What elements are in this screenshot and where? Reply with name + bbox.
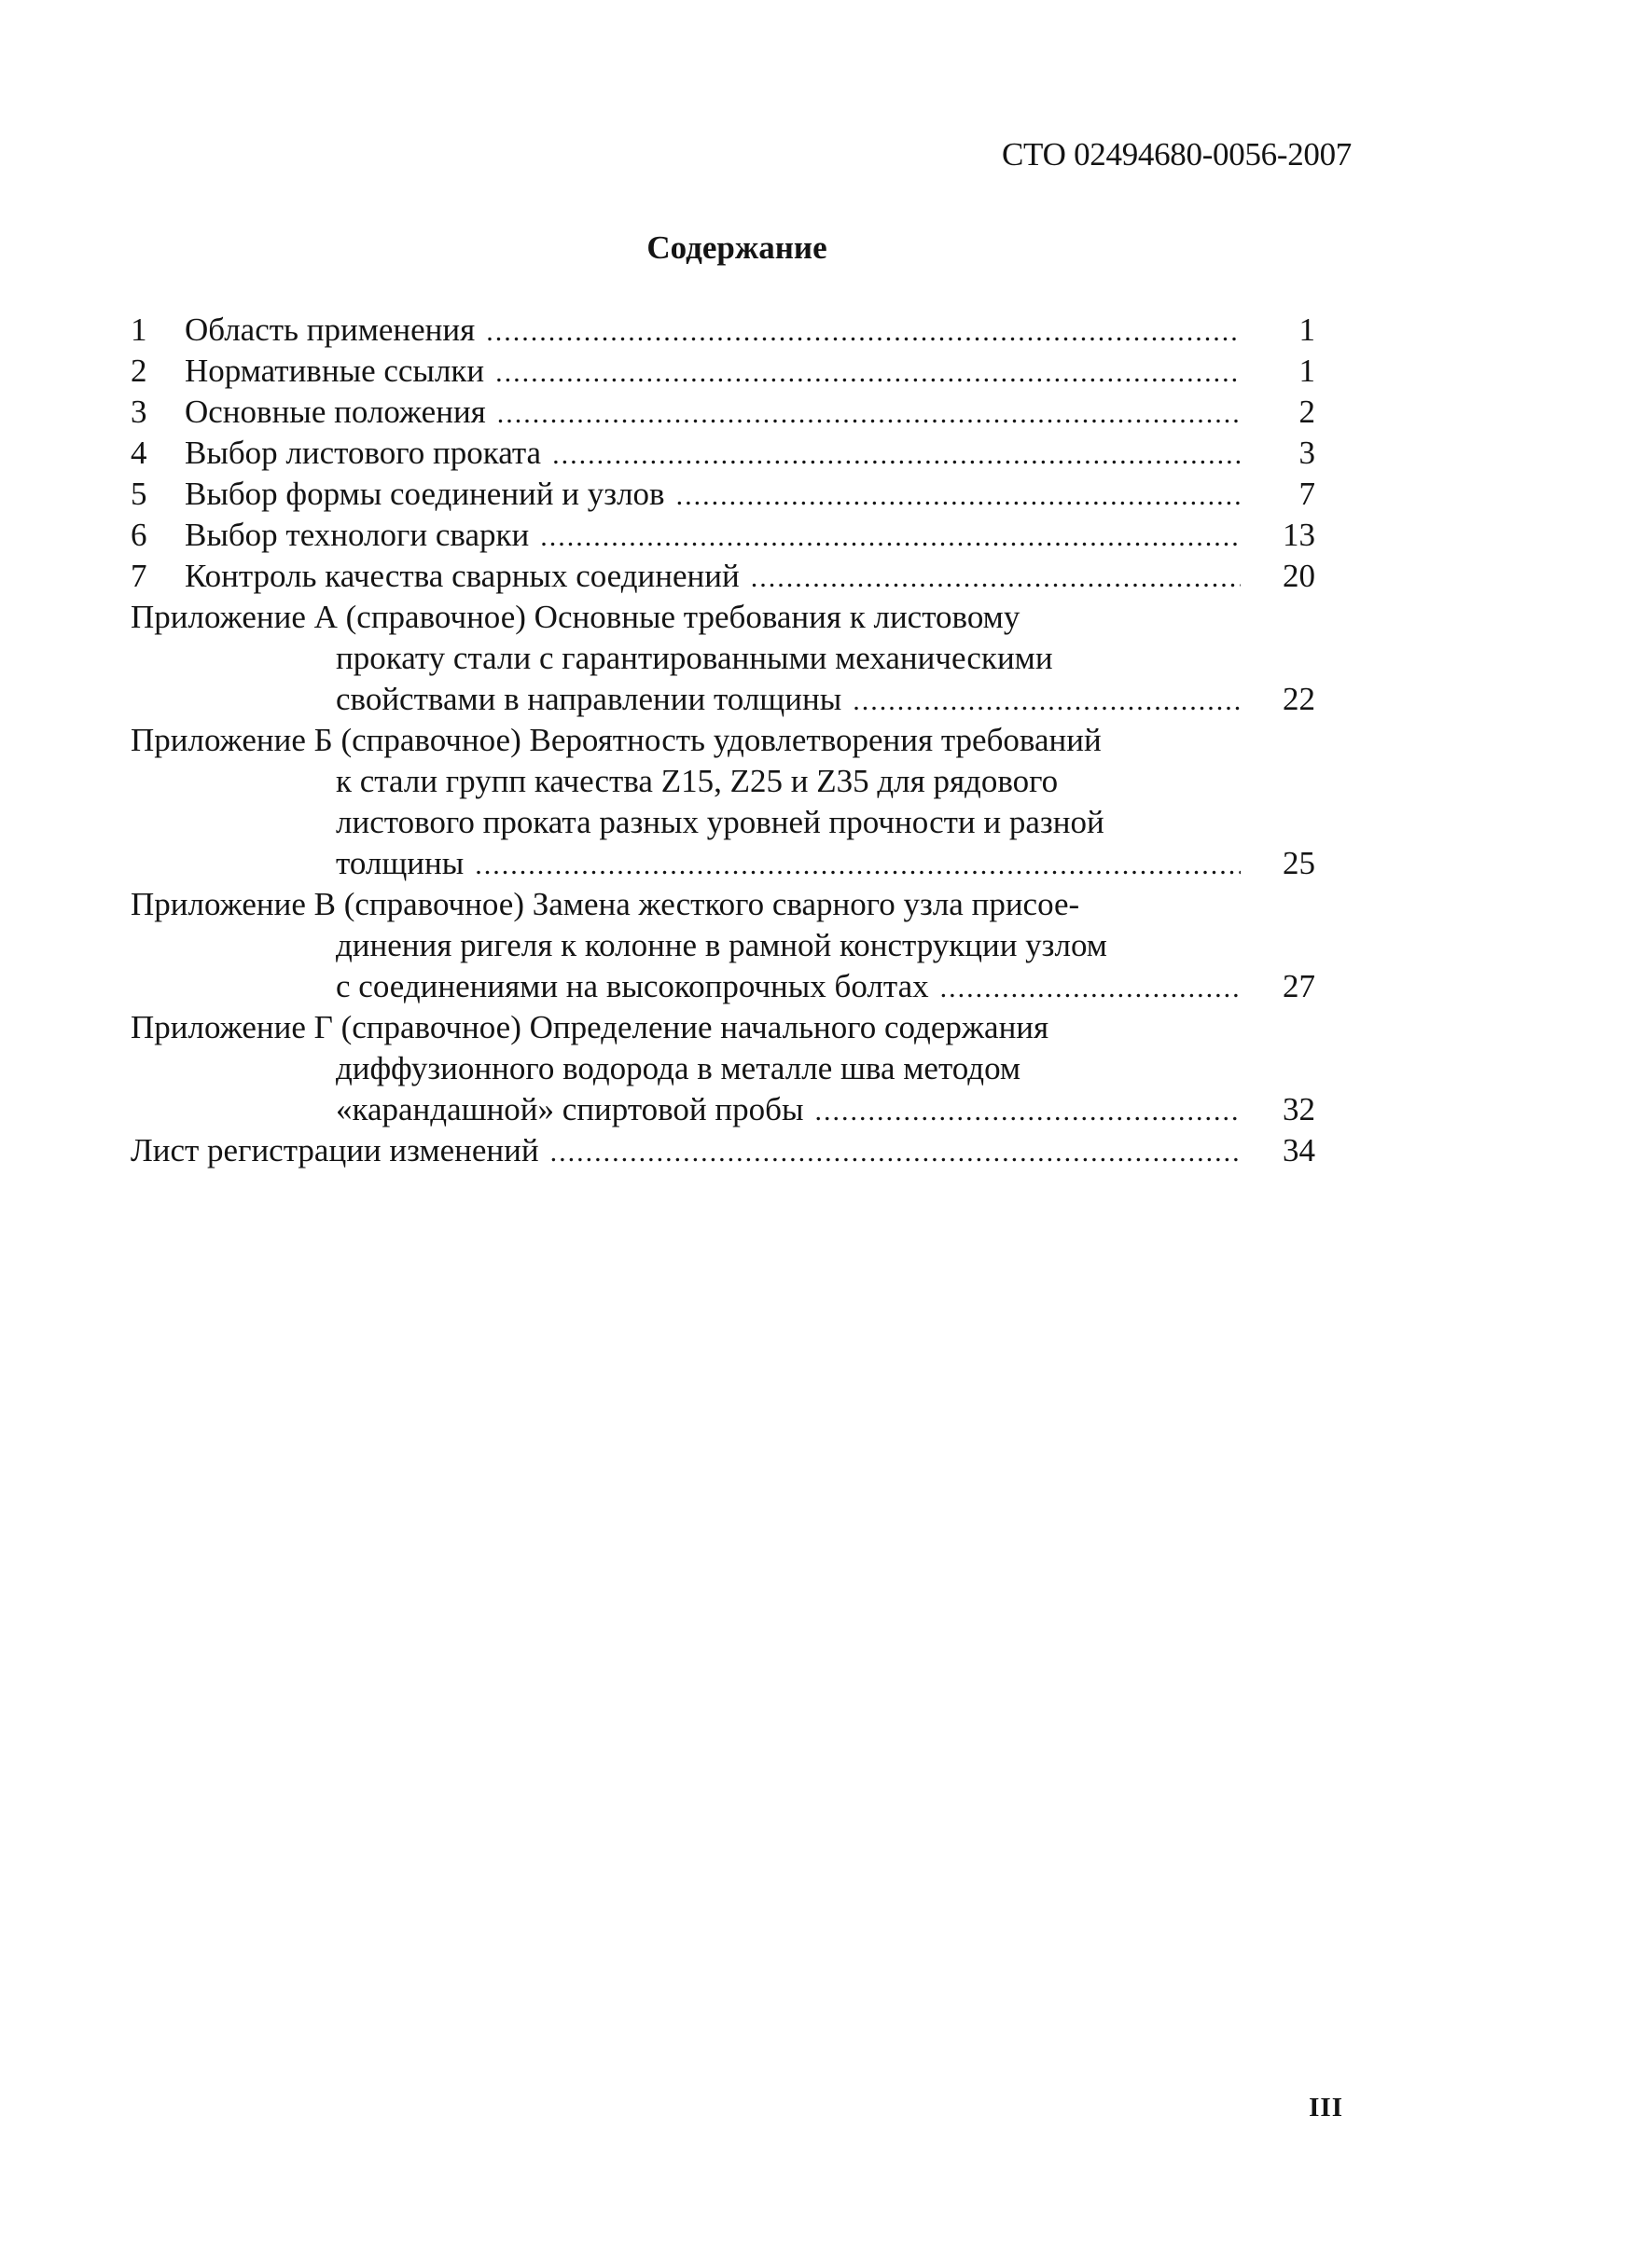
- appendix-last-line: [131, 1089, 1315, 1130]
- toc-entry-section-5[interactable]: [131, 474, 1315, 515]
- toc-entry-page: 2: [1298, 394, 1315, 430]
- toc-entry-title: Основные положения: [185, 394, 486, 430]
- toc-entry-section-3[interactable]: [131, 392, 1315, 433]
- toc-entry-page: 27: [1283, 968, 1315, 1004]
- dot-leader: [751, 558, 1241, 599]
- dot-leader: [853, 681, 1241, 722]
- dot-leader: [814, 1091, 1241, 1132]
- toc-entry-title: Выбор формы соединений и узлов: [185, 476, 665, 512]
- dot-leader: [540, 517, 1241, 558]
- toc-entry-changes-log[interactable]: [131, 1130, 1315, 1171]
- document-header-code: СТО 02494680-0056-2007: [1002, 136, 1352, 173]
- toc-entry-title: толщины: [336, 845, 465, 881]
- toc-entry-number: 4: [131, 435, 147, 471]
- toc-entry-section-6[interactable]: [131, 515, 1315, 556]
- toc-entry-page: 1: [1298, 311, 1315, 348]
- appendix-title-line: диффузионного водорода в металле шва методом: [336, 1050, 1021, 1086]
- toc-entry-number: 1: [131, 311, 147, 348]
- toc-entry-title: Нормативные ссылки: [185, 353, 485, 389]
- appendix-title-line: Приложение Б (справочное) Вероятность удовлетворения требований: [131, 722, 1102, 758]
- toc-entry-number: 5: [131, 476, 147, 512]
- appendix-title-line: листового проката разных уровней прочности и разной: [336, 804, 1104, 840]
- toc-entry-appendix-b[interactable]: [131, 720, 1315, 884]
- toc-entry-number: 2: [131, 353, 147, 389]
- toc-entry-page: 1: [1298, 353, 1315, 389]
- dot-leader: [552, 435, 1241, 476]
- table-of-contents: [131, 310, 1315, 1171]
- toc-entry-title: Лист регистрации изменений: [131, 1132, 539, 1169]
- appendix-last-line: [131, 966, 1315, 1007]
- appendix-title-line: к стали групп качества Z15, Z25 и Z35 для рядового: [336, 763, 1059, 799]
- toc-entry-number: 3: [131, 394, 147, 430]
- toc-entry-page: 3: [1298, 435, 1315, 471]
- toc-entry-title: «карандашной» спиртовой пробы: [336, 1091, 804, 1127]
- dot-leader: [676, 476, 1241, 517]
- dot-leader: [495, 353, 1241, 394]
- dot-leader: [486, 311, 1241, 353]
- appendix-title-line: Приложение А (справочное) Основные требования к листовому: [131, 599, 1020, 635]
- dot-leader: [940, 968, 1241, 1009]
- toc-entry-section-2[interactable]: [131, 351, 1315, 392]
- toc-entry-section-1[interactable]: [131, 310, 1315, 351]
- toc-entry-title: Выбор технологи сварки: [185, 517, 530, 553]
- toc-entry-appendix-v[interactable]: [131, 884, 1315, 1007]
- toc-entry-page: 7: [1298, 476, 1315, 512]
- toc-entry-number: 7: [131, 558, 147, 594]
- toc-entry-title: Выбор листового проката: [185, 435, 542, 471]
- toc-entry-page: 34: [1283, 1132, 1315, 1169]
- toc-entry-page: 32: [1283, 1091, 1315, 1127]
- toc-heading: Содержание: [646, 229, 827, 266]
- toc-entry-number: 6: [131, 517, 147, 553]
- toc-entry-title: Область применения: [185, 311, 476, 348]
- appendix-title-line: прокату стали с гарантированными механическими: [336, 640, 1053, 676]
- page-number: III: [1309, 2093, 1343, 2123]
- toc-entry-section-4[interactable]: [131, 433, 1315, 474]
- dot-leader: [550, 1132, 1241, 1173]
- toc-entry-title: Контроль качества сварных соединений: [185, 558, 740, 594]
- toc-entry-page: 22: [1283, 681, 1315, 717]
- appendix-title-line: Приложение В (справочное) Замена жесткого сварного узла присое-: [131, 886, 1080, 922]
- toc-entry-title: свойствами в направлении толщины: [336, 681, 842, 717]
- toc-entry-page: 25: [1283, 845, 1315, 881]
- toc-entry-appendix-g[interactable]: [131, 1007, 1315, 1130]
- toc-entry-page: 20: [1283, 558, 1315, 594]
- appendix-last-line: [131, 679, 1315, 720]
- dot-leader: [475, 845, 1241, 886]
- toc-entry-section-7[interactable]: [131, 556, 1315, 597]
- toc-entry-page: 13: [1283, 517, 1315, 553]
- dot-leader: [497, 394, 1241, 435]
- appendix-title-line: динения ригеля к колонне в рамной конструкции узлом: [336, 927, 1107, 963]
- toc-entry-appendix-a[interactable]: [131, 597, 1315, 720]
- toc-entry-title: с соединениями на высокопрочных болтах: [336, 968, 929, 1004]
- appendix-title-line: Приложение Г (справочное) Определение начального содержания: [131, 1009, 1049, 1045]
- appendix-last-line: [131, 843, 1315, 884]
